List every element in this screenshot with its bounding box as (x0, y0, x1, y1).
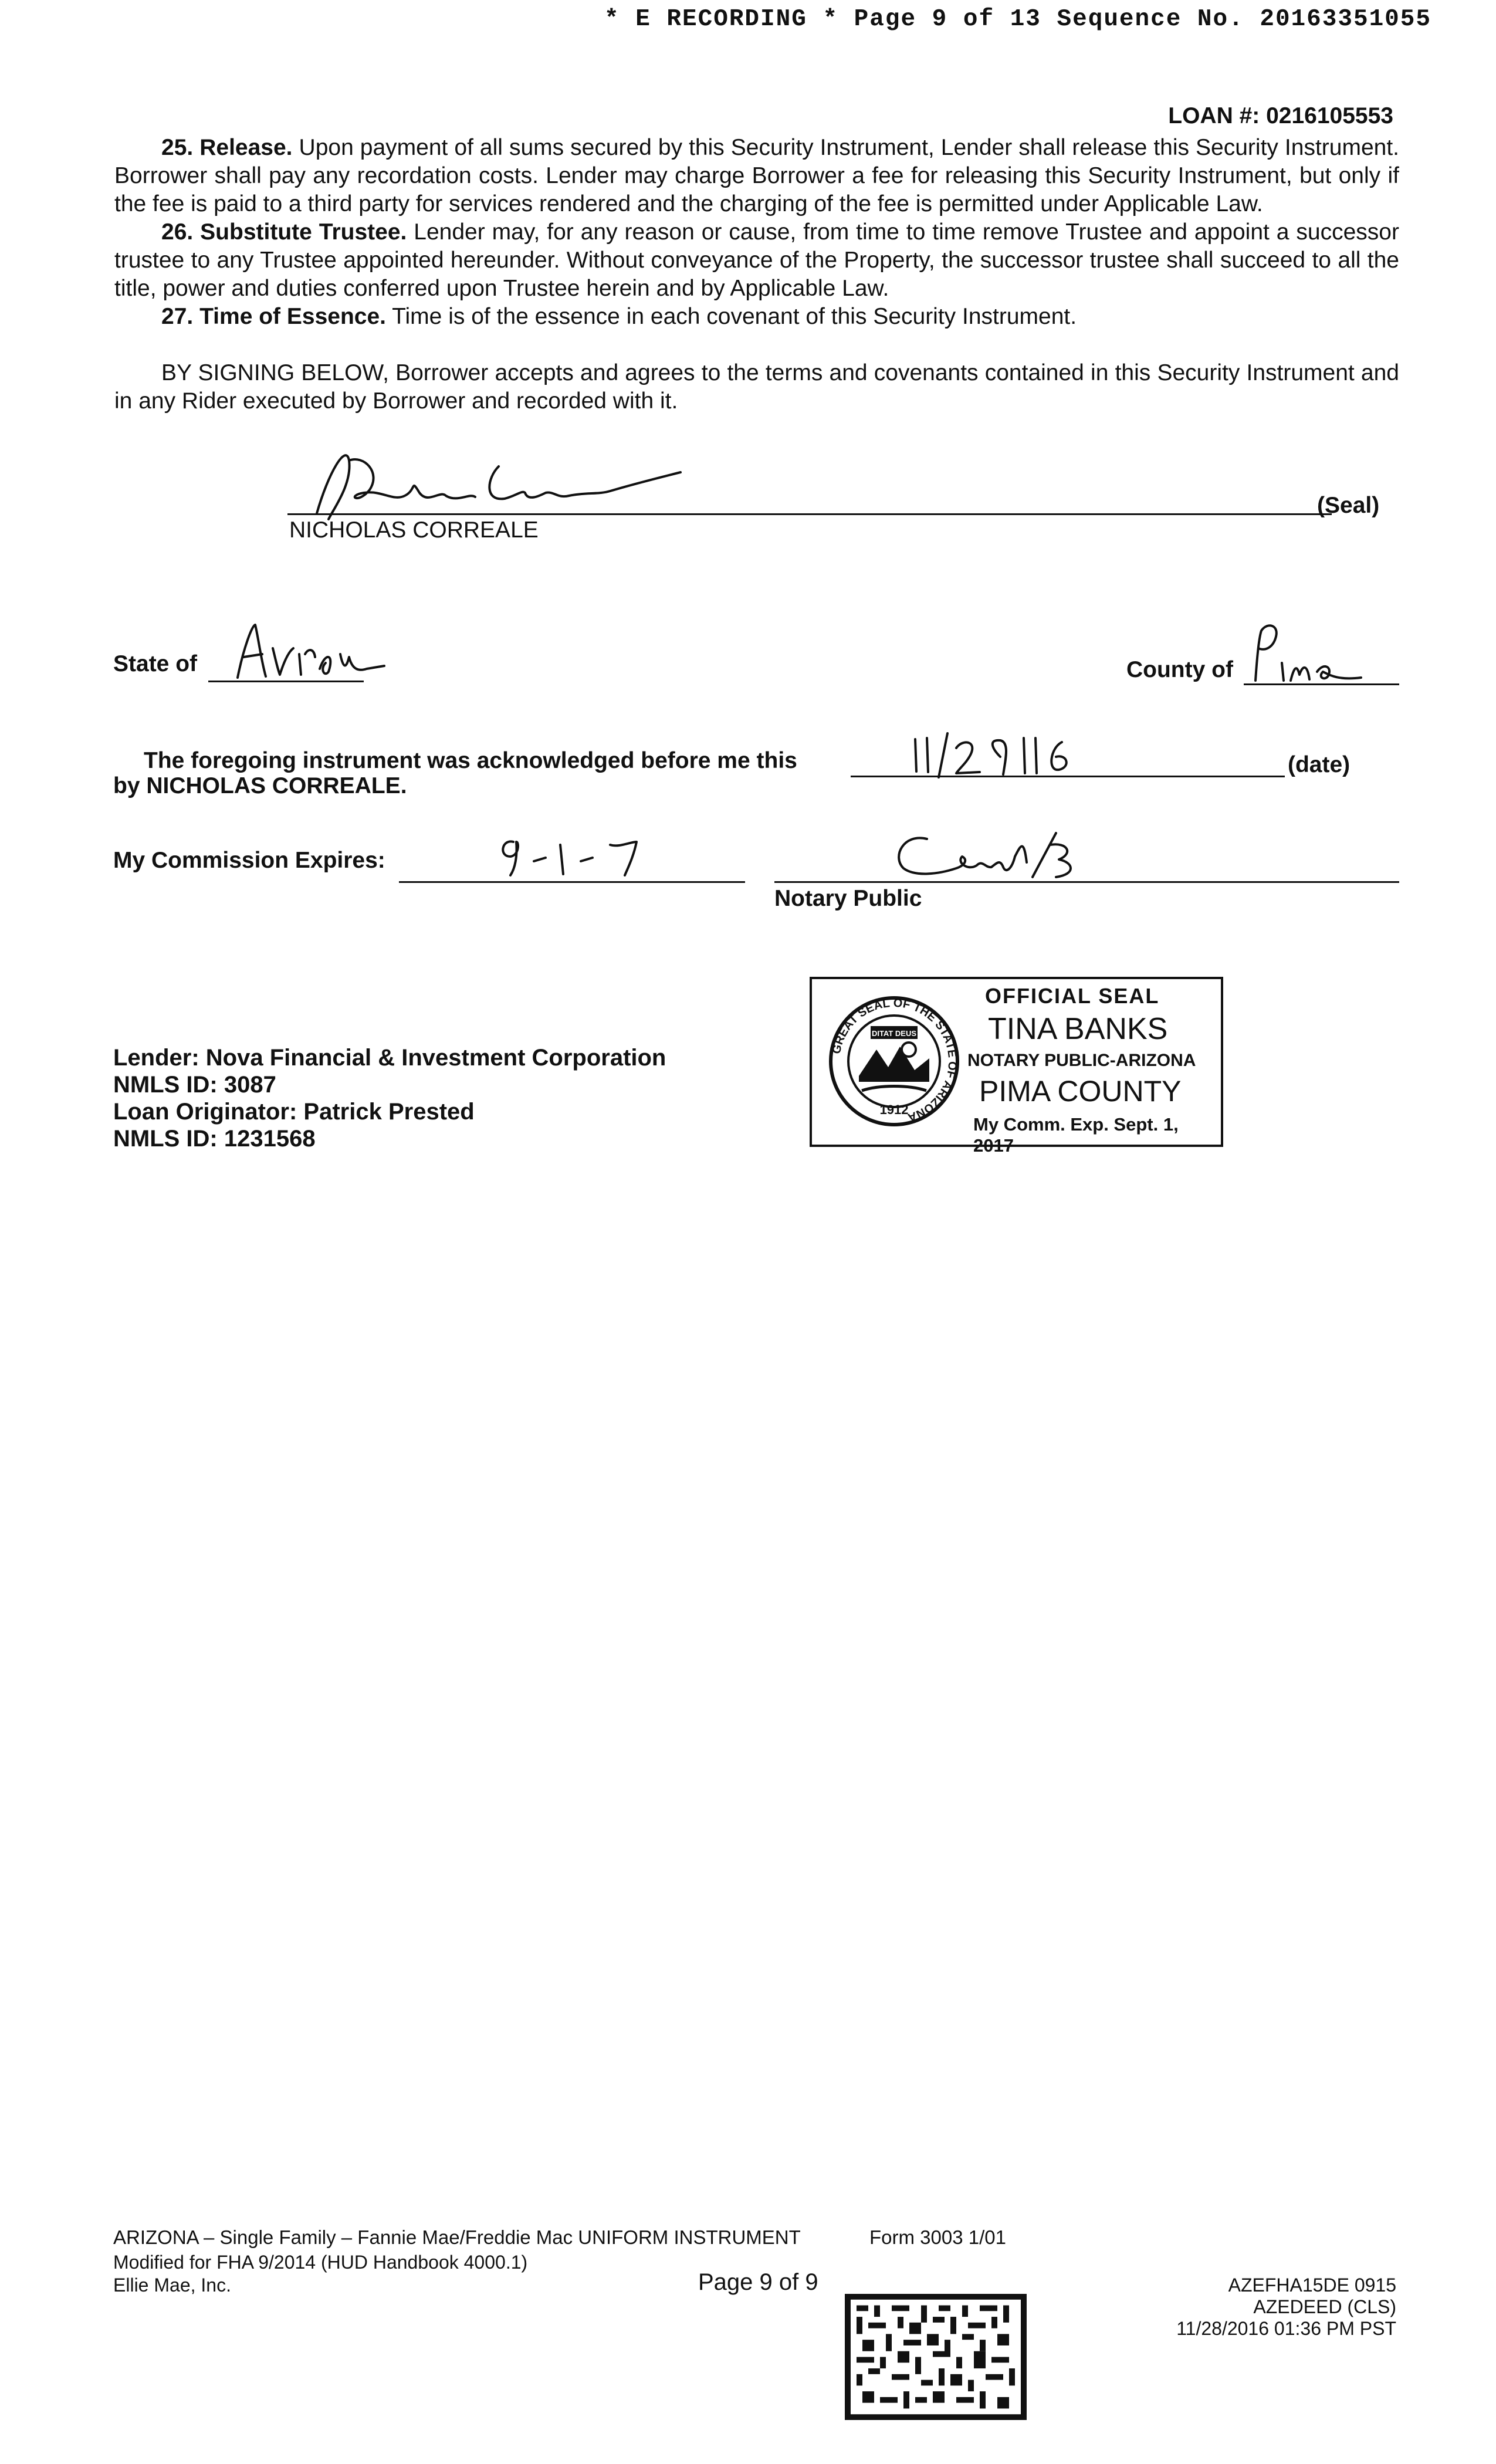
by-text: by NICHOLAS CORREALE. (113, 773, 407, 798)
covenant-title: Time of Essence. (199, 304, 386, 329)
covenant-text: Lender may, for any reason or cause, from time to time remove Trustee and appoint a successor trustee to any Trustee appointed hereunder. Without conveyance of the Property, the successor trustee shall succeed to all the title, power and duties conferred upon Trustee herein and by Applicable Law. (114, 219, 1399, 301)
seal-year: 1912 (879, 1102, 909, 1117)
footer-codes (1176, 2275, 1396, 2340)
footer-page: Page 9 of 9 (698, 2269, 818, 2295)
foregoing-text: The foregoing instrument was acknowledged before me this (144, 748, 797, 773)
footer-code1: AZEFHA15DE 0915 (1228, 2275, 1396, 2296)
loan-originator: Loan Originator: Patrick Prested (113, 1099, 475, 1125)
lender-info (113, 1044, 666, 1152)
seal-line1: OFFICIAL SEAL (985, 984, 1160, 1008)
covenants (114, 134, 1399, 415)
covenant-title: Release. (199, 135, 293, 160)
notary-seal (810, 977, 1223, 1156)
covenant-text: Upon payment of all sums secured by this Security Instrument, Lender shall release this Security Instrument. Borrower shall pay any recordation costs. Lender may charge Borrower a fee for releasing this Security Instrument, but only if the fee is paid to a third party for services rendered and the charging of the fee is permitted under Applicable Law. (114, 135, 1399, 216)
notary-signature (880, 821, 1126, 886)
seal-label: (Seal) (1317, 493, 1380, 518)
covenant-26 (114, 218, 1399, 303)
originator-nmls: NMLS ID: 1231568 (113, 1126, 316, 1152)
county-label: County of (1126, 657, 1233, 682)
borrower-signature (293, 437, 704, 531)
recording-stamp: * E RECORDING * Page 9 of 13 Sequence No. 20163351055 (604, 6, 1431, 33)
seal-line2: TINA BANKS (988, 1012, 1168, 1046)
covenant-25 (114, 134, 1399, 218)
covenant-number: 26. (161, 219, 194, 245)
lender-nmls: NMLS ID: 3087 (113, 1072, 276, 1098)
covenant-27 (114, 303, 1399, 331)
seal-line5: My Comm. Exp. Sept. 1, 2017 (973, 1114, 1179, 1156)
notary-public-label: Notary Public (774, 886, 922, 911)
borrower-name: NICHOLAS CORREALE (289, 517, 539, 543)
signing-statement: BY SIGNING BELOW, Borrower accepts and agrees to the terms and covenants contained in this Security Instrument and in any Rider executed by Borrower and recorded with it. (114, 360, 1399, 414)
footer-code2: AZEDEED (CLS) (1253, 2296, 1396, 2317)
footer-vendor: Ellie Mae, Inc. (113, 2275, 231, 2296)
covenant-number: 25. (161, 135, 194, 160)
loan-number: LOAN #: 0216105553 (1168, 103, 1393, 128)
covenant-text: Time is of the essence in each covenant of this Security Instrument. (392, 304, 1077, 329)
commission-line (399, 881, 745, 883)
county-handwritten (1244, 616, 1396, 686)
footer-form: Form 3003 1/01 (869, 2226, 1006, 2248)
commission-handwritten (487, 833, 675, 880)
date-label: (date) (1288, 752, 1351, 777)
footer-modified: Modified for FHA 9/2014 (HUD Handbook 4000.1) (113, 2252, 528, 2273)
date-handwritten (903, 727, 1138, 780)
state-label: State of (113, 651, 198, 676)
seal-line3: NOTARY PUBLIC-ARIZONA (967, 1051, 1196, 1070)
barcode-icon (845, 2294, 1027, 2420)
lender-name: Lender: Nova Financial & Investment Corporation (113, 1045, 666, 1071)
commission-label: My Commission Expires: (113, 848, 385, 873)
covenant-title: Substitute Trustee. (200, 219, 407, 245)
covenant-number: 27. (161, 304, 194, 329)
state-handwritten (226, 613, 402, 683)
footer-timestamp: 11/28/2016 01:36 PM PST (1176, 2318, 1396, 2339)
seal-motto: DITAT DEUS (871, 1029, 917, 1038)
seal-line4: PIMA COUNTY (979, 1075, 1182, 1108)
arizona-seal-emblem (827, 994, 962, 1129)
seal-emblem-text: GREAT SEAL OF THE STATE OF ARIZONA (830, 996, 959, 1124)
footer-instrument: ARIZONA – Single Family – Fannie Mae/Freddie Mac UNIFORM INSTRUMENT (113, 2226, 801, 2248)
